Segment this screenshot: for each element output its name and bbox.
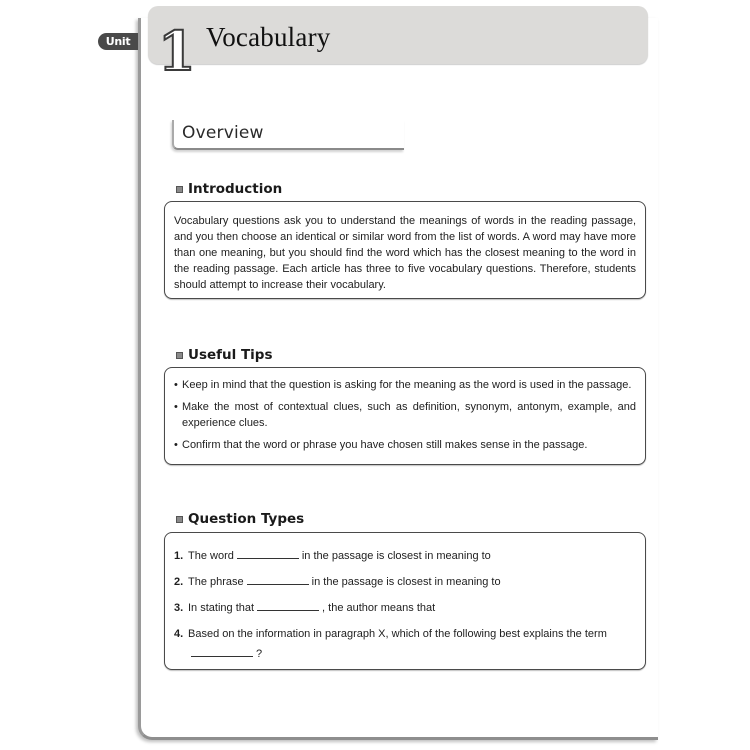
question-text-before: In stating that	[188, 602, 255, 614]
useful-tips-box	[164, 367, 646, 465]
question-type-item	[174, 600, 636, 616]
question-text	[188, 600, 636, 616]
overview-heading-box	[172, 120, 404, 150]
bullet-icon: •	[174, 439, 178, 451]
question-text-after: in the passage is closest in meaning to	[311, 576, 501, 588]
introduction-text: Vocabulary questions ask you to understand the meanings of words in the reading passage, and you then choose an identical or similar word from the list of words. A word may have more than one meaning, but you should find the word which has the closest meaning to the word in the reading passage. Each article has three to five vocabulary questions. Therefore, students should attempt to increase their vocabulary.	[174, 215, 636, 291]
square-bullet-icon	[176, 352, 183, 359]
square-bullet-icon	[176, 516, 183, 523]
question-type-item	[174, 574, 636, 590]
blank-line	[237, 549, 299, 559]
question-types-heading-label: Question Types	[188, 511, 305, 527]
bullet-icon: •	[174, 401, 178, 413]
useful-tips-heading-label: Useful Tips	[188, 347, 273, 363]
question-text-after: , the author means that	[322, 602, 436, 614]
tip-item	[174, 399, 636, 431]
introduction-heading-label: Introduction	[188, 181, 283, 197]
tip-item	[174, 437, 636, 453]
question-type-item	[174, 548, 636, 564]
question-4-continuation	[174, 646, 636, 662]
question-text-after: in the passage is closest in meaning to	[301, 550, 491, 562]
question-number: 2.	[174, 576, 184, 588]
question-text-before: The phrase	[188, 576, 244, 588]
square-bullet-icon	[176, 186, 183, 193]
question-types-heading	[176, 511, 304, 527]
unit-tab: Unit	[98, 33, 138, 50]
question-text-before: The word	[188, 550, 234, 562]
useful-tips-heading	[176, 347, 273, 363]
tip-text: Confirm that the word or phrase you have chosen still makes sense in the passage.	[182, 439, 588, 451]
question-types-box	[164, 532, 646, 670]
unit-title: Vocabulary	[206, 22, 331, 52]
introduction-box	[164, 201, 646, 299]
question-number: 4.	[174, 628, 184, 640]
question-text	[188, 548, 636, 564]
question-text-after: ?	[256, 648, 263, 660]
question-type-item	[174, 626, 636, 642]
blank-line	[191, 647, 253, 657]
question-number: 1.	[174, 550, 184, 562]
tip-text: Make the most of contextual clues, such as definition, synonym, antonym, example, and experience clues.	[182, 401, 636, 429]
blank-line	[257, 601, 319, 611]
overview-label: Overview	[182, 123, 264, 143]
introduction-heading	[176, 181, 282, 197]
unit-number: 1	[158, 19, 196, 83]
bullet-icon: •	[174, 379, 178, 391]
tip-text: Keep in mind that the question is asking for the meaning as the word is used in the passage.	[182, 379, 632, 391]
question-number: 3.	[174, 602, 184, 614]
blank-line	[247, 575, 309, 585]
tip-item	[174, 377, 636, 393]
question-text	[188, 574, 636, 590]
question-text: Based on the information in paragraph X, which of the following best explains the term	[188, 628, 607, 640]
